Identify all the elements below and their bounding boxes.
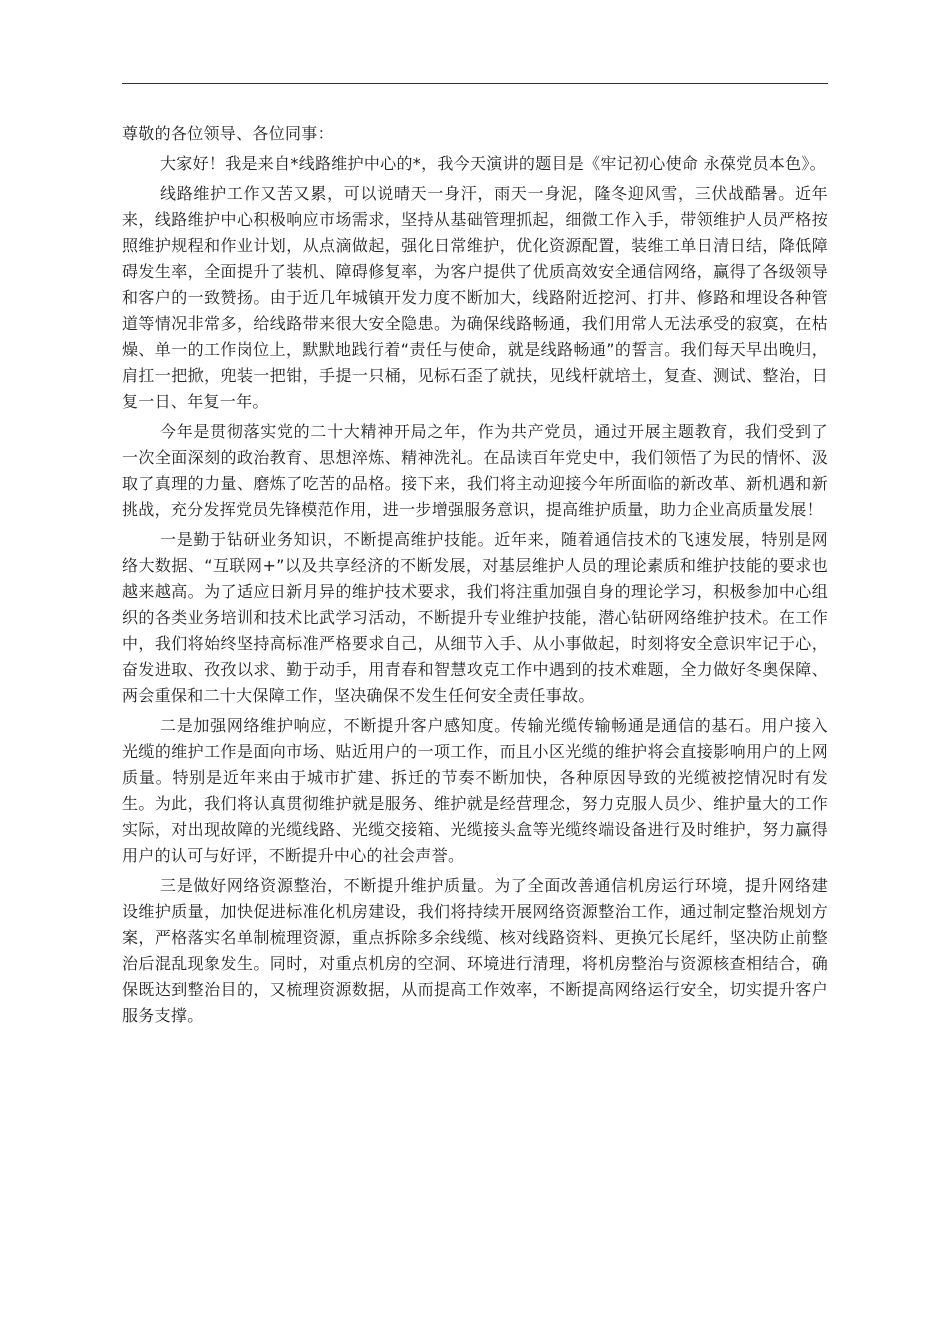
paragraph-line-maintenance: 线路维护工作又苦又累，可以说晴天一身汗，雨天一身泥，隆冬迎风雪，三伏战酷暑。近年来，线路维护中心积极响应市场需求，坚持从基础管理抓起，细微工作入手，带领维护人员严格按照维护规程和作业计划，从点滴做起，强化日常维护，优化资源配置，装维工单日清日结，降低障碍发生率，全面提升了装机、障碍修复率，为客户提供了优质高效安全通信网络，赢得了各级领导和客户的一致赞扬。由于近几年城镇开发力度不断加大，线路附近挖河、打井、修路和埋设各种管道等情况非常多，给线路带来很大安全隐患。为确保线路畅通，我们用常人无法承受的寂寞，在枯燥、单一的工作岗位上，默默地践行着“责任与使命，就是线路畅通”的誓言。我们每天早出晚归，肩扛一把掀，兜装一把钳，手提一只桶，见标石歪了就扶，见线杆就培土，复查、测试、整治，日复一日、年复一年。 (122, 184, 828, 411)
paragraph-point-one: 一是勤于钻研业务知识，不断提高维护技能。近年来，随着通信技术的飞速发展，特别是网络大数据、“互联网+”以及共享经济的不断发展，对基层维护人员的理论素质和维护技能的要求也越来越高。为了适应日新月异的维护技术要求，我们将注重加强自身的理论学习，积极参加中心组织的各类业务培训和技术比武学习活动，不断提升专业维护技能，潜心钻研网络维护技术。在工作中，我们将始终坚持高标准严格要求自己，从细节入手、从小事做起，时刻将安全意识牢记于心，奋发进取、孜孜以求、勤于动手，用青春和智慧攻克工作中遇到的技术难题，全力做好冬奥保障、两会重保和二十大保障工作，坚决确保不发生任何安全责任事故。 (122, 530, 828, 705)
salutation: 尊敬的各位领导、各位同事： (122, 124, 334, 143)
header-rule (122, 83, 828, 84)
document-body (122, 121, 828, 1033)
paragraph-point-two: 二是加强网络维护响应，不断提升客户感知度。传输光缆传输畅通是通信的基石。用户接入光缆的维护工作是面向市场、贴近用户的一项工作，而且小区光缆的维护将会直接影响用户的上网质量。特别是近年来由于城市扩建、拆迁的节奏不断加快，各种原因导致的光缆被挖情况时有发生。为此，我们将认真贯彻维护就是服务、维护就是经营理念，努力克服人员少、维护量大的工作实际，对出现故障的光缆线路、光缆交接箱、光缆接头盒等光缆终端设备进行及时维护，努力赢得用户的认可与好评，不断提升中心的社会声誉。 (122, 716, 828, 865)
paragraph-party-spirit: 今年是贯彻落实党的二十大精神开局之年，作为共产党员，通过开展主题教育，我们受到了一次全面深刻的政治教育、思想淬炼、精神洗礼。在品读百年党史中，我们领悟了为民的情怀、汲取了真理的力量、磨炼了吃苦的品格。接下来，我们将主动迎接今年所面临的新改革、新机遇和新挑战，充分发挥党员先锋模范作用，进一步增强服务意识，提高维护质量，助力企业高质量发展！ (122, 422, 828, 519)
paragraph-greeting: 大家好！我是来自*线路维护中心的*，我今天演讲的题目是《牢记初心使命 永葆党员本色》。 (160, 154, 826, 173)
paragraph-point-three: 三是做好网络资源整治，不断提升维护质量。为了全面改善通信机房运行环境，提升网络建设维护质量，加快促进标准化机房建设，我们将持续开展网络资源整治工作，通过制定整治规划方案，严格落实名单制梳理资源，重点拆除多余线缆、核对线路资料、更换冗长尾纤，坚决防止前整治后混乱现象发生。同时，对重点机房的空洞、环境进行清理，将机房整治与资源核查相结合，确保既达到整治目的，又梳理资源数据，从而提高工作效率，不断提高网络运行安全，切实提升客户服务支撑。 (122, 876, 828, 1025)
